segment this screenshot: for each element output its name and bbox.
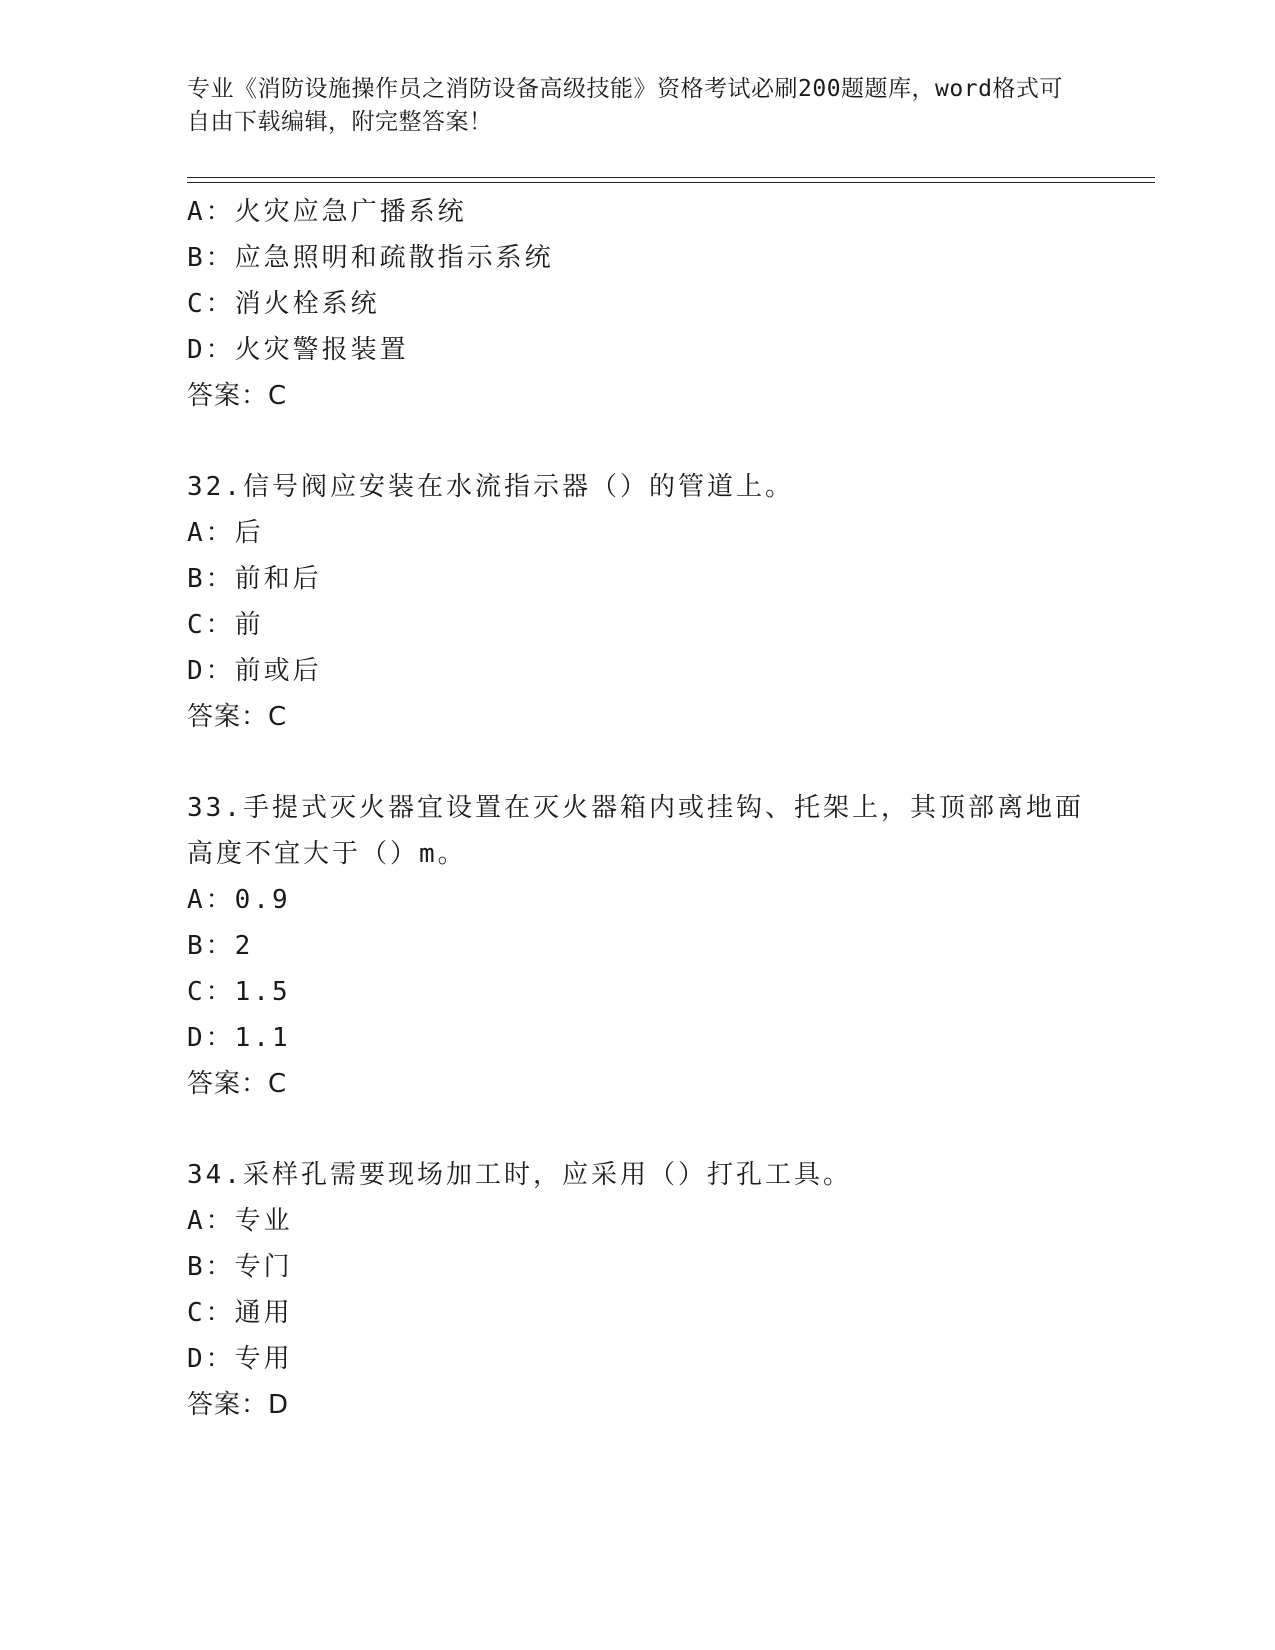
question-33-block xyxy=(187,785,1087,1107)
option-d: D：专用 xyxy=(187,1344,293,1374)
question-31-block xyxy=(187,189,1087,419)
question-text-line-1: 33.手提式灭火器宜设置在灭火器箱内或挂钩、托架上，其顶部离地面 xyxy=(187,793,1084,823)
spacer xyxy=(187,740,1087,785)
question-text-line-2: 高度不宜大于（）m。 xyxy=(187,839,467,869)
option-a: A：火灾应急广播系统 xyxy=(187,197,467,227)
question-list xyxy=(187,189,1087,1428)
spacer xyxy=(187,419,1087,464)
option-a: A：后 xyxy=(187,518,264,548)
option-d: D：前或后 xyxy=(187,656,322,686)
option-c: C：前 xyxy=(187,610,264,640)
option-b: B：专门 xyxy=(187,1252,293,1282)
answer: 答案：C xyxy=(187,381,288,411)
header-divider-bottom xyxy=(187,182,1155,183)
answer: 答案：D xyxy=(187,1390,290,1420)
document-header: 专业《消防设施操作员之消防设备高级技能》资格考试必刷200题题库，word格式可自由下载编辑，附完整答案！ xyxy=(187,76,1063,135)
option-a: A：0.9 xyxy=(187,885,291,915)
header-divider-top xyxy=(187,177,1155,178)
question-text: 32.信号阀应安装在水流指示器（）的管道上。 xyxy=(187,472,794,502)
option-b: B：前和后 xyxy=(187,564,322,594)
question-34-block xyxy=(187,1152,1087,1428)
question-32-block xyxy=(187,464,1087,740)
option-d: D：1.1 xyxy=(187,1023,291,1053)
option-b: B：2 xyxy=(187,931,254,961)
option-c: C：1.5 xyxy=(187,977,291,1007)
option-d: D：火灾警报装置 xyxy=(187,335,409,365)
option-a: A：专业 xyxy=(187,1206,293,1236)
option-c: C：消火栓系统 xyxy=(187,289,380,319)
option-b: B：应急照明和疏散指示系统 xyxy=(187,243,554,273)
answer: 答案：C xyxy=(187,702,288,732)
answer: 答案：C xyxy=(187,1069,288,1099)
spacer xyxy=(187,1107,1087,1152)
question-text: 34.采样孔需要现场加工时，应采用（）打孔工具。 xyxy=(187,1160,852,1190)
option-c: C：通用 xyxy=(187,1298,293,1328)
